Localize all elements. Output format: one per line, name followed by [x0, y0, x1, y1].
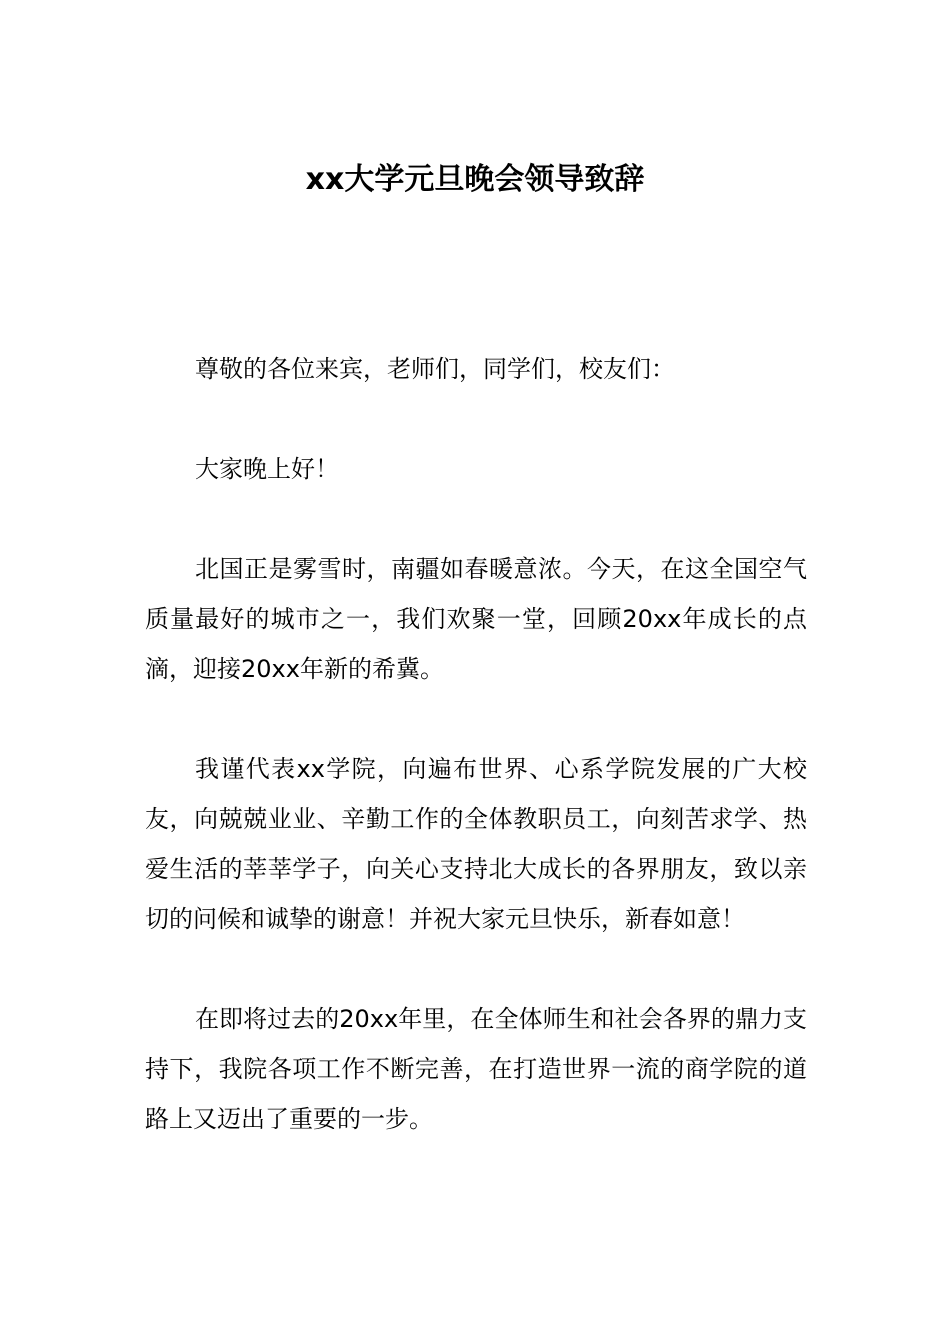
document-title: xx大学元旦晚会领导致辞 — [305, 162, 645, 197]
greeting-paragraph: 大家晚上好！ — [195, 455, 339, 483]
document-body — [145, 344, 807, 1194]
body-paragraph: 我谨代表xx学院，向遍布世界、心系学院发展的广大校友，向兢兢业业、辛勤工作的全体教职员工，向刻苦求学、热爱生活的莘莘学子，向关心支持北大成长的各界朋友，致以亲切的问候和诚挚的谢意！并祝大家元旦快乐，新春如意！ — [145, 755, 807, 933]
body-paragraph: 北国正是雾雪时，南疆如春暖意浓。今天，在这全国空气质量最好的城市之一，我们欢聚一堂，回顾20xx年成长的点滴，迎接20xx年新的希冀。 — [145, 555, 807, 683]
salutation-paragraph: 尊敬的各位来宾，老师们，同学们，校友们： — [195, 355, 675, 383]
body-paragraph: 在即将过去的20xx年里，在全体师生和社会各界的鼎力支持下，我院各项工作不断完善，在打造世界一流的商学院的道路上又迈出了重要的一步。 — [145, 1005, 807, 1133]
